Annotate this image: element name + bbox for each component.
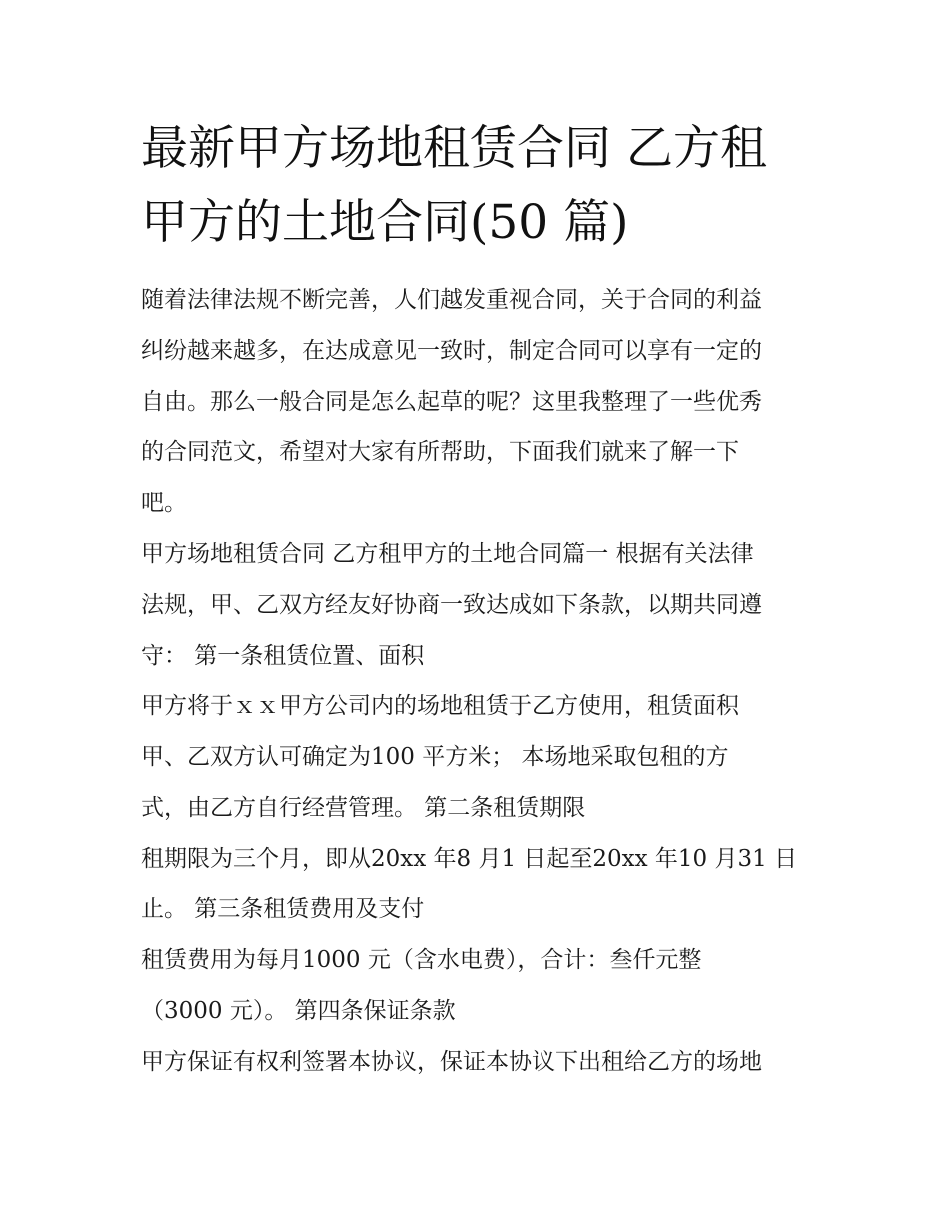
title-line: 甲方的土地合同(50 篇) bbox=[141, 195, 629, 250]
body-line: 随着法律法规不断完善，人们越发重视合同，关于合同的利益 bbox=[141, 287, 762, 313]
body-line: 甲方场地租赁合同 乙方租甲方的土地合同篇一 根据有关法律 bbox=[141, 541, 754, 567]
body-line: 甲、乙双方认可确定为100 平方米； 本场地采取包租的方 bbox=[141, 744, 729, 770]
document-title bbox=[141, 112, 821, 260]
body-line: 法规，甲、乙双方经友好协商一致达成如下条款，以期共同遵 bbox=[141, 592, 762, 618]
body-line: 式，由乙方自行经营管理。 第二条租赁期限 bbox=[141, 795, 586, 821]
title-line: 最新甲方场地租赁合同 乙方租 bbox=[141, 121, 767, 176]
body-line: 吧。 bbox=[141, 490, 187, 516]
body-line: 租期限为三个月，即从20xx 年8 月1 日起至20xx 年10 月31 日 bbox=[141, 846, 798, 872]
body-line: 的合同范文，希望对大家有所帮助，下面我们就来了解一下 bbox=[141, 439, 739, 465]
body-line: 自由。那么一般合同是怎么起草的呢？这里我整理了一些优秀 bbox=[141, 389, 762, 415]
body-line: 租赁费用为每月1000 元（含水电费），合计：叁仟元整 bbox=[141, 947, 702, 973]
body-line: 守： 第一条租赁位置、面积 bbox=[141, 643, 425, 669]
body-line: 止。 第三条租赁费用及支付 bbox=[141, 896, 425, 922]
body-line: 甲方将于ｘｘ甲方公司内的场地租赁于乙方使用，租赁面积 bbox=[141, 693, 739, 719]
body-line: （3000 元）。 第四条保证条款 bbox=[141, 998, 456, 1024]
body-line: 甲方保证有权利签署本协议，保证本协议下出租给乙方的场地 bbox=[141, 1049, 762, 1075]
body-line: 纠纷越来越多，在达成意见一致时，制定合同可以享有一定的 bbox=[141, 338, 762, 364]
